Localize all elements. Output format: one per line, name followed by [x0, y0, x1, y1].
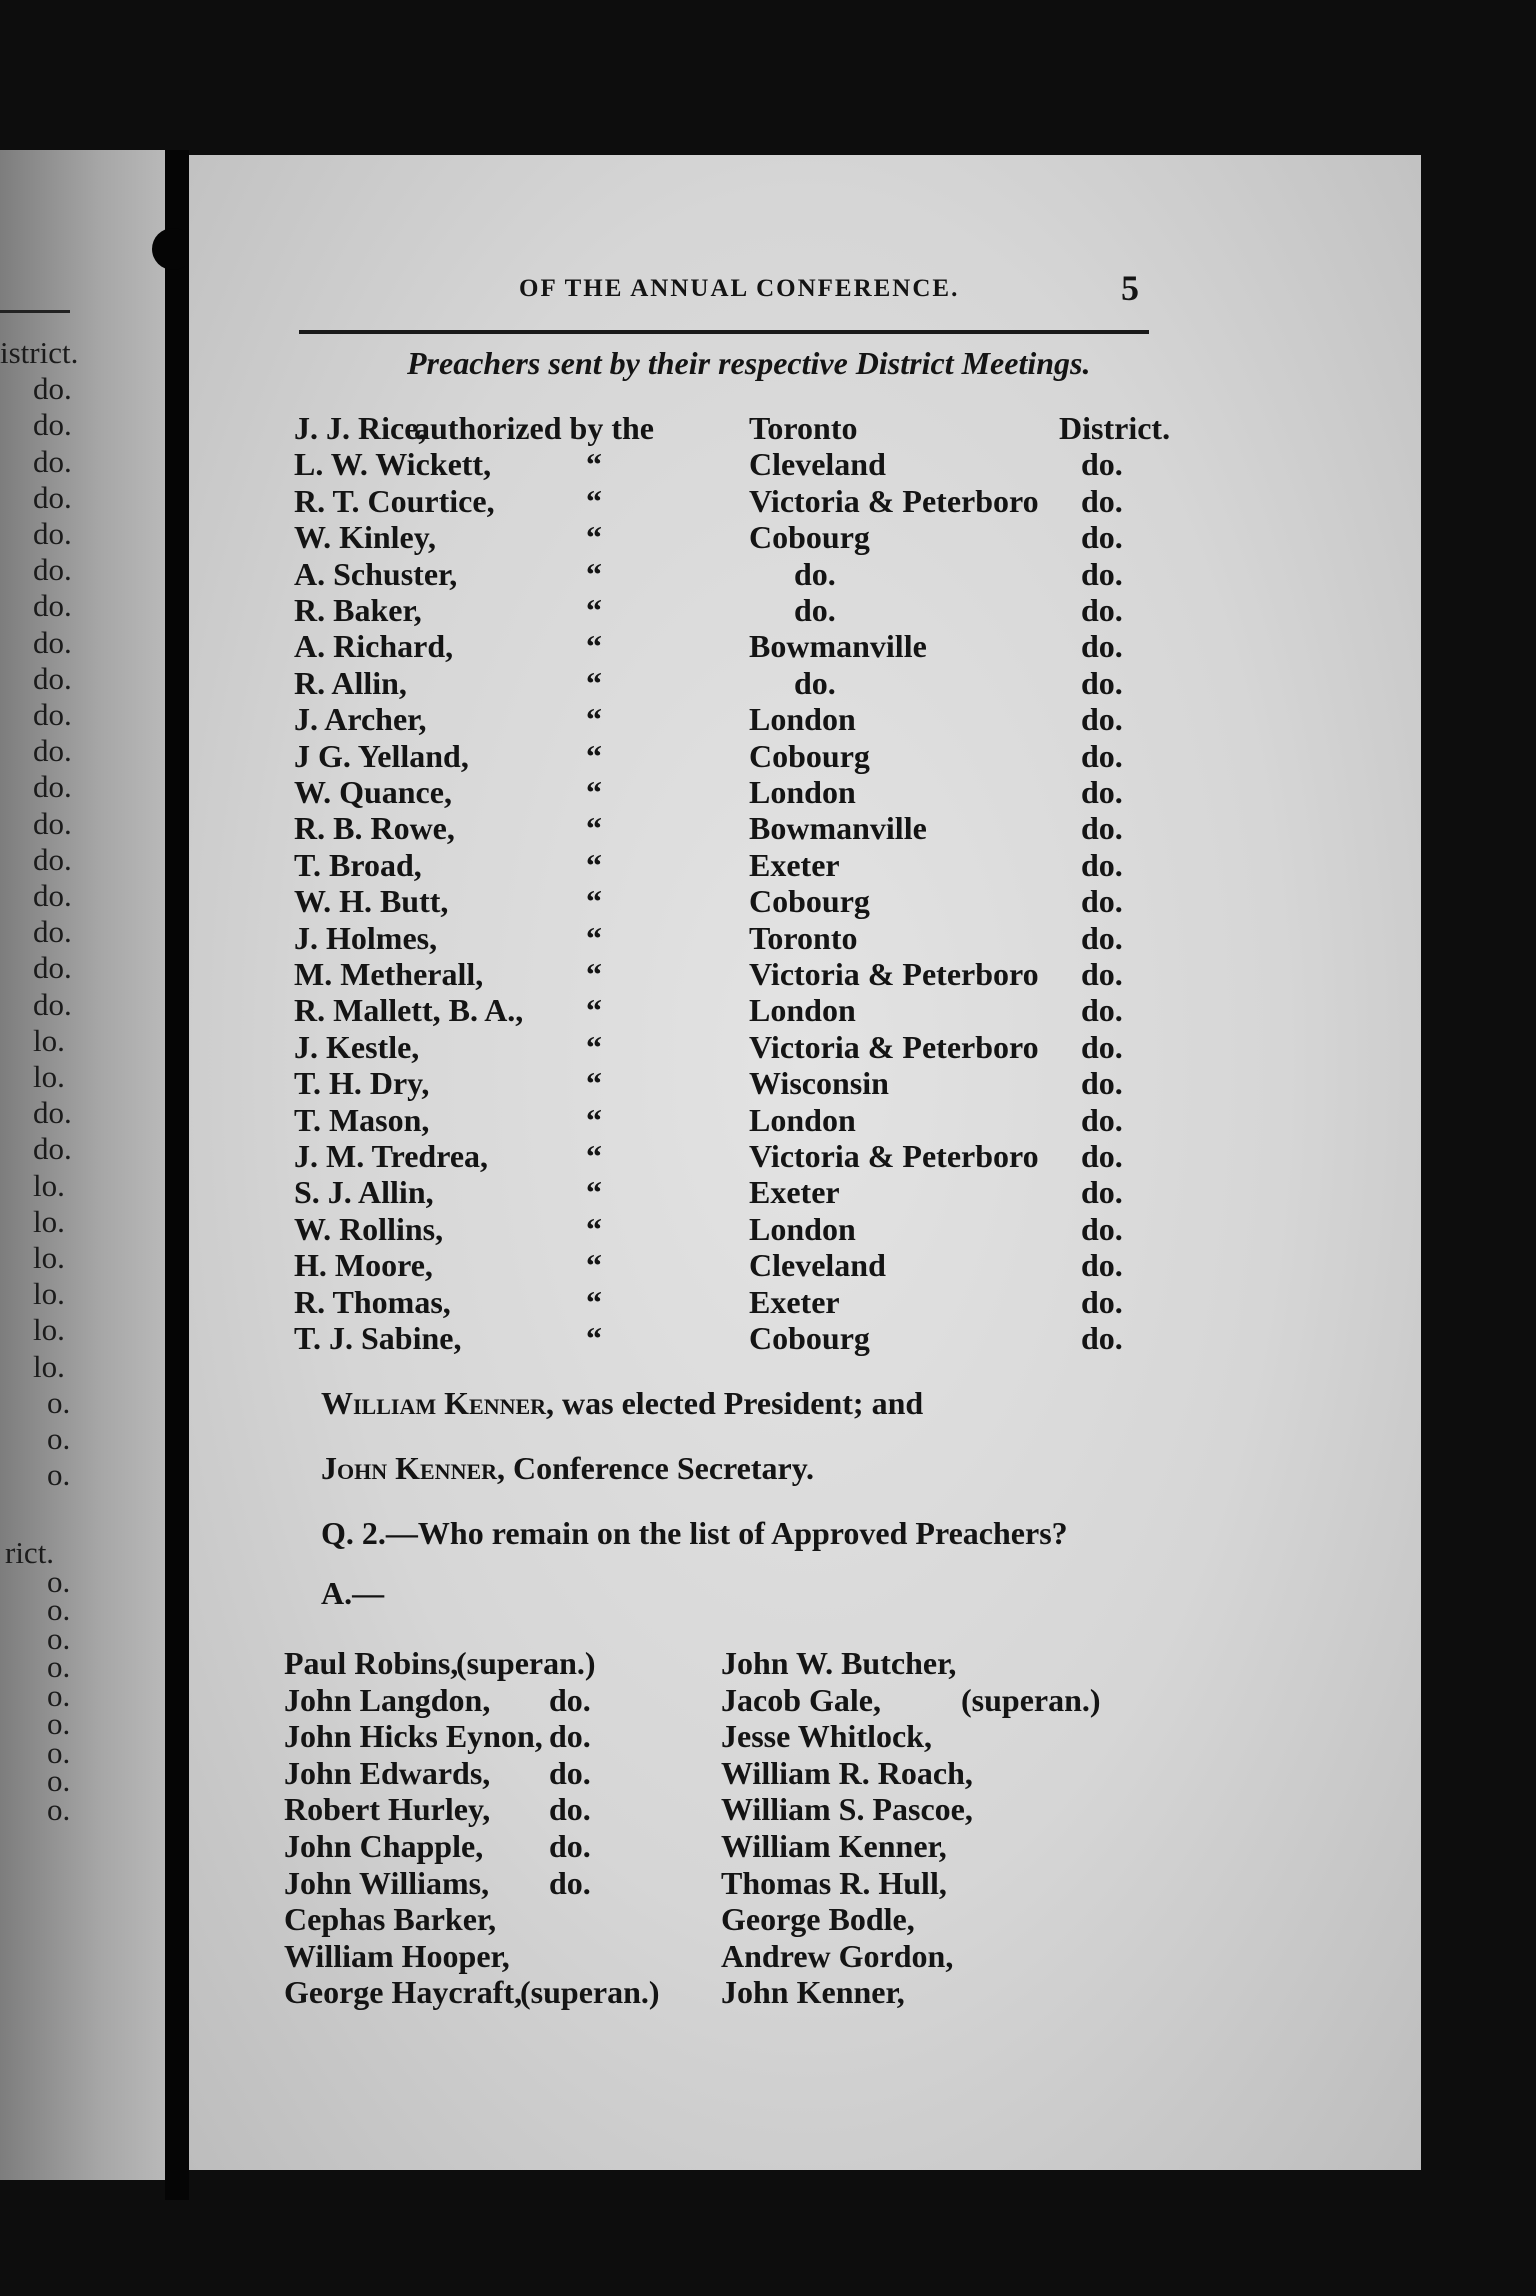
- previous-page-line: do.: [33, 443, 72, 479]
- preacher-row: [294, 810, 1304, 846]
- previous-page-fragment: [0, 150, 165, 2180]
- district-name: Cleveland: [749, 1247, 886, 1284]
- approved-preacher-name: Jesse Whitlock,: [721, 1718, 932, 1755]
- approved-preacher-note: do.: [549, 1718, 591, 1755]
- district-name: Cobourg: [749, 519, 870, 556]
- previous-page-line: lo.: [33, 1022, 65, 1058]
- approved-preacher-name: William Hooper,: [284, 1937, 510, 1974]
- previous-page-line: o.: [47, 1791, 71, 1827]
- district-suffix: do.: [1081, 1028, 1123, 1065]
- district-suffix: do.: [1081, 482, 1123, 519]
- district-suffix: do.: [1081, 992, 1123, 1029]
- preacher-row: [294, 446, 1304, 482]
- approved-preacher-name: Cephas Barker,: [284, 1901, 497, 1938]
- previous-page-line: do.: [33, 1131, 72, 1167]
- preacher-name: R. B. Rowe,: [294, 810, 455, 847]
- approved-preacher-note: do.: [549, 1864, 591, 1901]
- district-suffix: do.: [1081, 810, 1123, 847]
- district-suffix: do.: [1081, 956, 1123, 992]
- authorized-mark: “: [586, 1065, 602, 1102]
- preacher-name: W. H. Butt,: [294, 883, 449, 920]
- approved-preacher-name: John Williams,: [284, 1864, 490, 1901]
- document-page: [189, 155, 1421, 2170]
- approved-preacher-name: John Chapple,: [284, 1828, 484, 1864]
- preacher-row: [294, 992, 1304, 1028]
- district-suffix: do.: [1081, 774, 1123, 810]
- preacher-row: [294, 1102, 1304, 1138]
- approved-preacher-entry: [721, 1755, 1301, 1791]
- president-line: [321, 1385, 923, 1422]
- approved-preacher-entry: [721, 1718, 1301, 1754]
- authorized-mark: “: [586, 1247, 602, 1284]
- header-title: OF THE ANNUAL CONFERENCE.: [519, 275, 960, 302]
- question-text: Q. 2.—Who remain on the list of Approved Preachers?: [321, 1515, 1068, 1551]
- district-name: London: [749, 1101, 856, 1138]
- preacher-row: [294, 1174, 1304, 1210]
- secretary-text: Conference Secretary.: [513, 1450, 814, 1486]
- authorized-mark: “: [586, 992, 602, 1029]
- district-suffix: do.: [1081, 1065, 1123, 1102]
- district-name: Toronto: [749, 410, 858, 446]
- previous-page-line: o.: [47, 1457, 71, 1493]
- authorized-mark: “: [586, 1101, 602, 1138]
- district-suffix: District.: [1059, 410, 1171, 446]
- previous-page-line: lo.: [33, 1240, 65, 1275]
- previous-page-line: do.: [33, 624, 72, 660]
- district-name: Cobourg: [749, 1320, 870, 1356]
- previous-page-line: o.: [47, 1677, 71, 1713]
- secretary-line: [321, 1450, 814, 1487]
- approved-preacher-note: (superan.): [961, 1681, 1101, 1718]
- approved-preacher-entry: [721, 1828, 1301, 1864]
- previous-page-line: do.: [33, 588, 72, 624]
- district-suffix: do.: [1081, 919, 1123, 956]
- district-suffix: do.: [1081, 1138, 1123, 1174]
- district-name: Cobourg: [749, 737, 870, 774]
- preacher-name: J. M. Tredrea,: [294, 1138, 489, 1174]
- preacher-name: S. J. Allin,: [294, 1174, 434, 1211]
- preacher-name: J. Holmes,: [294, 919, 438, 956]
- district-suffix: do.: [1081, 555, 1123, 592]
- preacher-name: L. W. Wickett,: [294, 446, 492, 483]
- preacher-name: W. Rollins,: [294, 1210, 444, 1247]
- previous-page-line: do.: [33, 660, 72, 696]
- approved-preacher-name: Andrew Gordon,: [721, 1937, 954, 1974]
- district-suffix: do.: [1081, 1101, 1123, 1138]
- authorized-mark: “: [586, 1138, 602, 1174]
- approved-preacher-name: Robert Hurley,: [284, 1791, 491, 1828]
- approved-preacher-name: Jacob Gale,: [721, 1681, 881, 1718]
- preacher-name: J. Kestle,: [294, 1028, 420, 1065]
- previous-page-line: do.: [33, 516, 72, 551]
- page-number: 5: [1121, 268, 1139, 308]
- previous-page-line: lo.: [33, 1276, 65, 1312]
- previous-page-line: do.: [33, 841, 72, 877]
- district-suffix: do.: [1081, 883, 1123, 920]
- authorized-mark: “: [586, 1283, 602, 1320]
- approved-preacher-note: (superan.): [520, 1974, 660, 2011]
- preacher-name: J. Archer,: [294, 701, 427, 738]
- district-name: London: [749, 1210, 856, 1247]
- previous-page-line: do.: [33, 986, 72, 1022]
- previous-page-line: o.: [47, 1563, 71, 1599]
- preacher-row: [294, 1320, 1304, 1356]
- approved-preacher-note: do.: [549, 1681, 591, 1718]
- preacher-name: R. Thomas,: [294, 1283, 451, 1320]
- district-suffix: do.: [1081, 1320, 1123, 1356]
- district-name: do.: [794, 555, 836, 592]
- previous-page-rule: [0, 310, 70, 313]
- preacher-name: A. Richard,: [294, 628, 454, 665]
- president-text: was elected President; and: [562, 1385, 924, 1421]
- previous-page-line: do.: [33, 805, 72, 841]
- approved-preacher-name: Paul Robins,: [284, 1645, 459, 1681]
- previous-page-line: do.: [33, 733, 72, 769]
- previous-page-line: do.: [33, 697, 72, 732]
- preacher-row: [294, 738, 1304, 774]
- district-name: Toronto: [749, 919, 858, 956]
- approved-preacher-name: William Kenner,: [721, 1828, 947, 1864]
- district-name: do.: [794, 664, 836, 701]
- running-header: [299, 268, 1139, 321]
- authorized-mark: “: [586, 628, 602, 665]
- authorized-mark: “: [586, 701, 602, 738]
- district-name: Bowmanville: [749, 628, 927, 665]
- preacher-row: [294, 1029, 1304, 1065]
- approved-preacher-entry: [721, 1901, 1301, 1937]
- preacher-name: H. Moore,: [294, 1247, 433, 1284]
- district-name: Exeter: [749, 1174, 840, 1211]
- preacher-name: W. Quance,: [294, 774, 452, 810]
- previous-page-line: do.: [33, 878, 72, 913]
- preacher-row: [294, 956, 1304, 992]
- district-name: Cleveland: [749, 446, 886, 483]
- previous-page-line: do.: [33, 950, 72, 986]
- approved-preacher-name: John Edwards,: [284, 1754, 491, 1791]
- district-suffix: do.: [1081, 628, 1123, 665]
- district-name: Victoria & Peterboro: [749, 956, 1039, 992]
- preacher-row: [294, 1065, 1304, 1101]
- preacher-name: W. Kinley,: [294, 519, 436, 556]
- preacher-name: R. T. Courtice,: [294, 482, 495, 519]
- secretary-name: John Kenner,: [321, 1450, 506, 1486]
- previous-page-line: o.: [47, 1706, 71, 1742]
- district-name: do.: [794, 592, 836, 628]
- preacher-row: [294, 410, 1304, 446]
- approved-preacher-name: George Bodle,: [721, 1901, 915, 1938]
- preacher-row: [294, 701, 1304, 737]
- binding-gutter: [165, 150, 189, 2200]
- previous-page-line: lo.: [33, 1059, 65, 1094]
- authorized-mark: “: [586, 519, 602, 556]
- previous-page-line: do.: [33, 1095, 72, 1131]
- approved-preacher-name: George Haycraft,: [284, 1974, 523, 2011]
- previous-page-line: lo.: [33, 1167, 65, 1203]
- authorized-mark: “: [586, 664, 602, 701]
- approved-preacher-name: John Kenner,: [721, 1974, 905, 2011]
- authorized-mark: “: [586, 1320, 602, 1356]
- authorized-mark: “: [586, 774, 602, 810]
- approved-preacher-entry: [721, 1865, 1301, 1901]
- preacher-row: [294, 920, 1304, 956]
- previous-page-line: do.: [33, 552, 72, 588]
- authorized-mark: “: [586, 592, 602, 628]
- district-suffix: do.: [1081, 846, 1123, 883]
- authorized-mark: “: [586, 810, 602, 847]
- district-suffix: do.: [1081, 519, 1123, 556]
- preacher-name: T. H. Dry,: [294, 1065, 430, 1102]
- president-name: William Kenner,: [321, 1385, 555, 1421]
- authorized-mark: “: [586, 555, 602, 592]
- district-name: Bowmanville: [749, 810, 927, 847]
- preacher-row: [294, 774, 1304, 810]
- binding-mark: [152, 228, 194, 270]
- authorized-mark: “: [586, 1210, 602, 1247]
- preacher-name: J G. Yelland,: [294, 737, 469, 774]
- previous-page-line: lo.: [33, 1312, 65, 1348]
- preacher-name: R. Baker,: [294, 592, 422, 628]
- preacher-row: [294, 519, 1304, 555]
- previous-page-line: o.: [47, 1384, 71, 1420]
- district-suffix: do.: [1081, 592, 1123, 628]
- approved-preacher-note: (superan.): [456, 1645, 596, 1681]
- district-suffix: do.: [1081, 1174, 1123, 1211]
- previous-page-line: o.: [47, 1592, 71, 1628]
- preacher-name: A. Schuster,: [294, 555, 458, 592]
- approved-preacher-entry: [721, 1645, 1301, 1681]
- preacher-name: T. Broad,: [294, 846, 422, 883]
- preacher-row: [294, 665, 1304, 701]
- preacher-row: [294, 1247, 1304, 1283]
- approved-preacher-note: do.: [549, 1791, 591, 1828]
- district-name: London: [749, 701, 856, 738]
- previous-page-line: do.: [33, 914, 72, 950]
- approved-preacher-entry: [721, 1791, 1301, 1827]
- previous-page-line: o.: [47, 1421, 71, 1456]
- approved-preacher-name: John Langdon,: [284, 1681, 491, 1718]
- preacher-row: [294, 883, 1304, 919]
- preacher-name: J. J. Rice,: [294, 410, 427, 446]
- preacher-row: [294, 1138, 1304, 1174]
- section-heading: Preachers sent by their respective District Meetings.: [407, 345, 1091, 381]
- answer-label: A.—: [321, 1575, 385, 1611]
- approved-preacher-entry: [721, 1974, 1301, 2010]
- authorized-mark: “: [586, 919, 602, 956]
- approved-preacher-name: Thomas R. Hull,: [721, 1864, 947, 1901]
- previous-page-line: istrict.: [0, 335, 79, 370]
- district-name: Victoria & Peterboro: [749, 482, 1039, 519]
- approved-preacher-name: William S. Pascoe,: [721, 1791, 973, 1828]
- authorized-mark: “: [586, 482, 602, 519]
- authorized-mark: “: [586, 737, 602, 774]
- previous-page-line: o.: [47, 1649, 71, 1685]
- approved-preacher-name: John Hicks Eynon,: [284, 1718, 543, 1755]
- preacher-name: R. Mallett, B. A.,: [294, 992, 524, 1029]
- header-rule: [299, 330, 1149, 334]
- previous-page-line: o.: [47, 1734, 71, 1770]
- district-name: Exeter: [749, 1283, 840, 1320]
- preacher-row: [294, 556, 1304, 592]
- district-name: Cobourg: [749, 883, 870, 920]
- previous-page-line: do.: [33, 371, 72, 407]
- approved-preacher-name: William R. Roach,: [721, 1754, 973, 1791]
- previous-page-line: rict.: [5, 1535, 55, 1571]
- preacher-row: [294, 592, 1304, 628]
- preacher-row: [294, 1211, 1304, 1247]
- district-name: Exeter: [749, 846, 840, 883]
- district-name: London: [749, 992, 856, 1029]
- preacher-row: [294, 628, 1304, 664]
- district-suffix: do.: [1081, 701, 1123, 738]
- authorized-mark: authorized by the: [414, 410, 654, 446]
- previous-page-line: do.: [33, 407, 72, 443]
- district-suffix: do.: [1081, 1283, 1123, 1320]
- approved-preacher-note: do.: [549, 1828, 591, 1864]
- previous-page-line: do.: [33, 769, 72, 805]
- preacher-name: R. Allin,: [294, 664, 407, 701]
- approved-preacher-name: John W. Butcher,: [721, 1645, 957, 1681]
- previous-page-line: do.: [33, 479, 72, 515]
- approved-preacher-entry: [721, 1682, 1301, 1718]
- previous-page-line: lo.: [33, 1348, 65, 1384]
- preacher-name: T. Mason,: [294, 1101, 430, 1138]
- authorized-mark: “: [586, 1028, 602, 1065]
- preacher-name: T. J. Sabine,: [294, 1320, 462, 1356]
- district-suffix: do.: [1081, 446, 1123, 483]
- preacher-row: [294, 847, 1304, 883]
- district-suffix: do.: [1081, 664, 1123, 701]
- preacher-row: [294, 483, 1304, 519]
- approved-preacher-note: do.: [549, 1754, 591, 1791]
- preacher-name: M. Metherall,: [294, 956, 484, 992]
- district-name: Victoria & Peterboro: [749, 1138, 1039, 1174]
- district-name: Wisconsin: [749, 1065, 889, 1102]
- previous-page-line: o.: [47, 1763, 71, 1799]
- authorized-mark: “: [586, 846, 602, 883]
- approved-preacher-entry: [721, 1938, 1301, 1974]
- previous-page-line: o.: [47, 1620, 71, 1656]
- authorized-mark: “: [586, 956, 602, 992]
- district-suffix: do.: [1081, 1247, 1123, 1284]
- authorized-mark: “: [586, 1174, 602, 1211]
- authorized-mark: “: [586, 883, 602, 920]
- authorized-mark: “: [586, 446, 602, 483]
- district-name: Victoria & Peterboro: [749, 1028, 1039, 1065]
- district-suffix: do.: [1081, 1210, 1123, 1247]
- preacher-row: [294, 1284, 1304, 1320]
- district-name: London: [749, 774, 856, 810]
- previous-page-line: lo.: [33, 1203, 65, 1239]
- district-suffix: do.: [1081, 737, 1123, 774]
